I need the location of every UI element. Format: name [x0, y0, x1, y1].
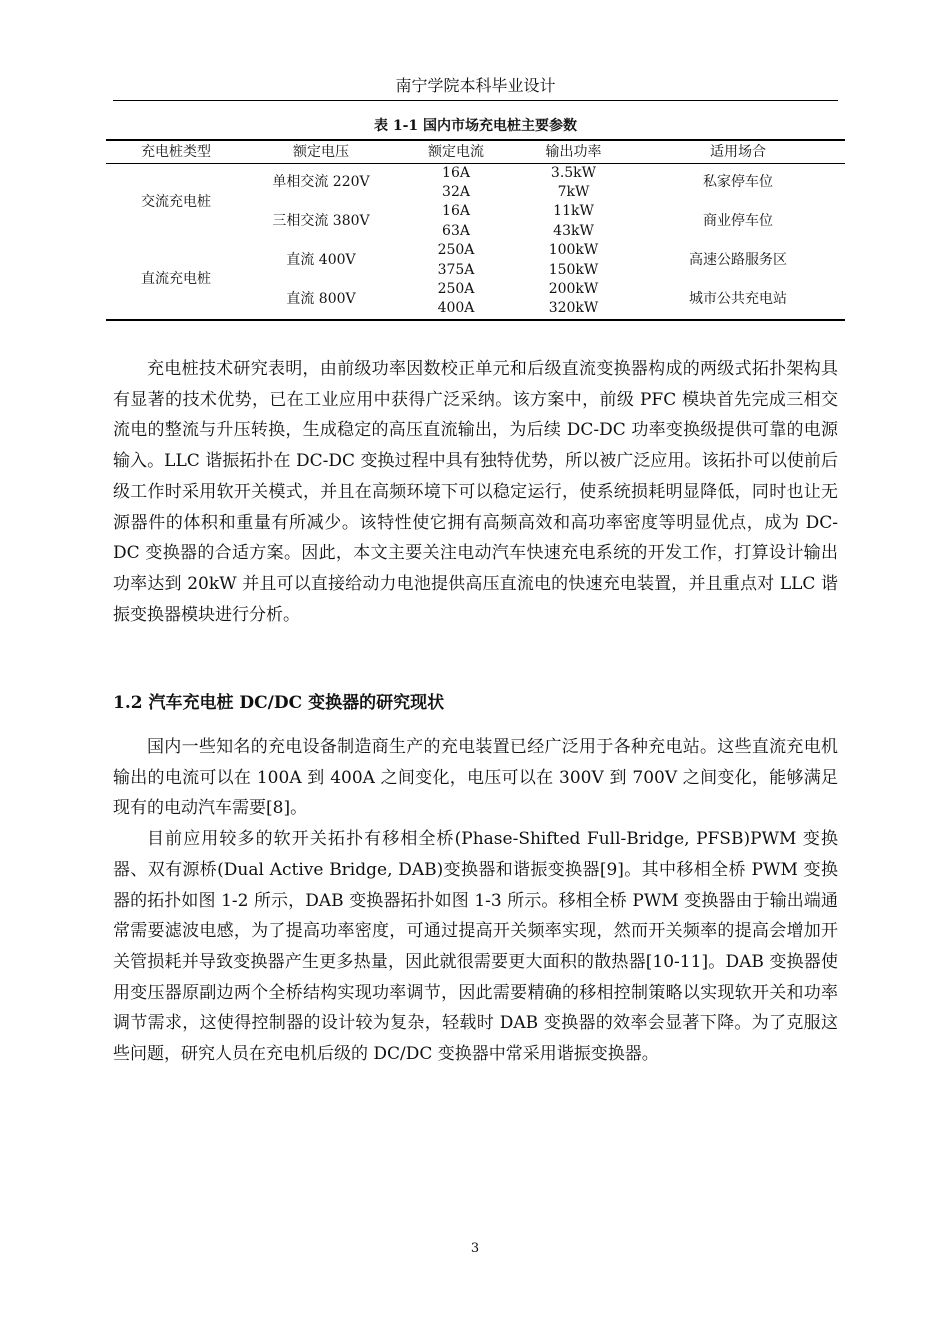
- body-paragraph: [113, 354, 838, 630]
- column-header: 输出功率: [516, 140, 631, 163]
- pile-type-cell: 直流充电桩: [106, 241, 246, 320]
- use-cell: 高速公路服务区: [689, 251, 787, 268]
- power-cell: 3.5kW: [550, 164, 597, 181]
- pile-type-cell: 交流充电桩: [141, 193, 211, 210]
- current-cell: 16A: [442, 203, 470, 220]
- use-cell: 城市公共充电站: [631, 280, 845, 320]
- power-cell: 7kW: [557, 183, 590, 200]
- column-header: 额定电压: [246, 140, 396, 163]
- column-header: 适用场合: [631, 140, 845, 163]
- paragraph-text: 国内一些知名的充电设备制造商生产的充电装置已经广泛用于各种充电站。这些直流充电机输出的电流可以在 100A 到 400A 之间变化，电压可以在 300V 到 700V 之间变化，能够满足现有的电动汽车需要[8]。: [113, 737, 838, 819]
- body-paragraph: [113, 732, 838, 1070]
- power-cell: 320kW: [516, 299, 631, 319]
- paragraph-text: 目前应用较多的软开关拓扑有移相全桥(Phase-Shifted Full-Bridge, PFSB)PWM 变换器、双有源桥(Dual Active Bridge, DAB)变换器和谐振变换器[9]。其中移相全桥 PWM 变换器的拓扑如图 1-2 所示，DAB 变换器拓扑如图 1-3 所示。移相全桥 PWM 变换器由于输出端通常需要滤波电感，为了提高功率密度，可通过提高开关频率实现，然而开关频率的提高会增加开关管损耗并导致变换器产生更多热量，因此就很需要更大面积的散热器[10-11]。DAB 变换器使用变压器原副边两个全桥结构实现功率调节，因此需要精确的移相控制策略以实现软开关和功率调节需求，这使得控制器的设计较为复杂，轻载时 DAB 变换器的效率会显著下降。为了克服这些问题，研究人员在充电机后级的 DC/DC 变换器中常采用谐振变换器。: [113, 829, 838, 1065]
- section-heading: 1.2 汽车充电桩 DC/DC 变换器的研究现状: [113, 693, 445, 713]
- power-cell: 200kW: [548, 280, 599, 297]
- voltage-cell: 三相交流 380V: [272, 213, 370, 230]
- page-number: 3: [470, 1241, 480, 1256]
- table-caption: 表 1-1 国内市场充电桩主要参数: [373, 118, 578, 134]
- table-header-row: [106, 140, 845, 163]
- charging-pile-parameter-table: [106, 139, 845, 321]
- page-header: 南宁学院本科毕业设计: [113, 74, 838, 101]
- column-header: 充电桩类型: [106, 140, 246, 163]
- current-cell: 375A: [437, 261, 475, 278]
- current-cell: 16A: [442, 164, 470, 181]
- power-cell: 150kW: [548, 261, 599, 278]
- power-cell: 43kW: [553, 222, 594, 239]
- current-cell: 32A: [442, 183, 470, 200]
- column-header: 额定电流: [396, 140, 516, 163]
- current-cell: 63A: [442, 222, 470, 239]
- current-cell: 250A: [437, 280, 475, 297]
- voltage-cell: 直流 400V: [286, 251, 356, 268]
- table-row: [106, 163, 845, 183]
- voltage-cell: 单相交流 220V: [272, 174, 370, 191]
- use-cell: 私家停车位: [703, 174, 773, 191]
- current-cell: 250A: [437, 242, 475, 259]
- power-cell: 11kW: [553, 203, 594, 220]
- current-cell: 400A: [396, 299, 516, 319]
- table-row: [106, 241, 845, 260]
- power-cell: 100kW: [548, 242, 599, 259]
- use-cell: 商业停车位: [703, 213, 773, 230]
- voltage-cell: 直流 800V: [246, 280, 396, 320]
- paragraph-text: 充电桩技术研究表明，由前级功率因数校正单元和后级直流变换器构成的两级式拓扑架构具有显著的技术优势，已在工业应用中获得广泛采纳。该方案中，前级 PFC 模块首先完成三相交流电的整流与升压转换，生成稳定的高压直流输出，为后续 DC-DC 功率变换级提供可靠的电源输入。LLC 谐振拓扑在 DC-DC 变换过程中具有独特优势，所以被广泛应用。该拓扑可以使前后级工作时采用软开关模式，并且在高频环境下可以稳定运行，使系统损耗明显降低，同时也让无源器件的体积和重量有所减少。该特性使它拥有高频高效和高功率密度等明显优点，成为 DC-DC 变换器的合适方案。因此，本文主要关注电动汽车快速充电系统的开发工作，打算设计输出功率达到 20kW 并且可以直接给动力电池提供高压直流电的快速充电装置，并且重点对 LLC 谐振变换器模块进行分析。: [113, 359, 838, 625]
